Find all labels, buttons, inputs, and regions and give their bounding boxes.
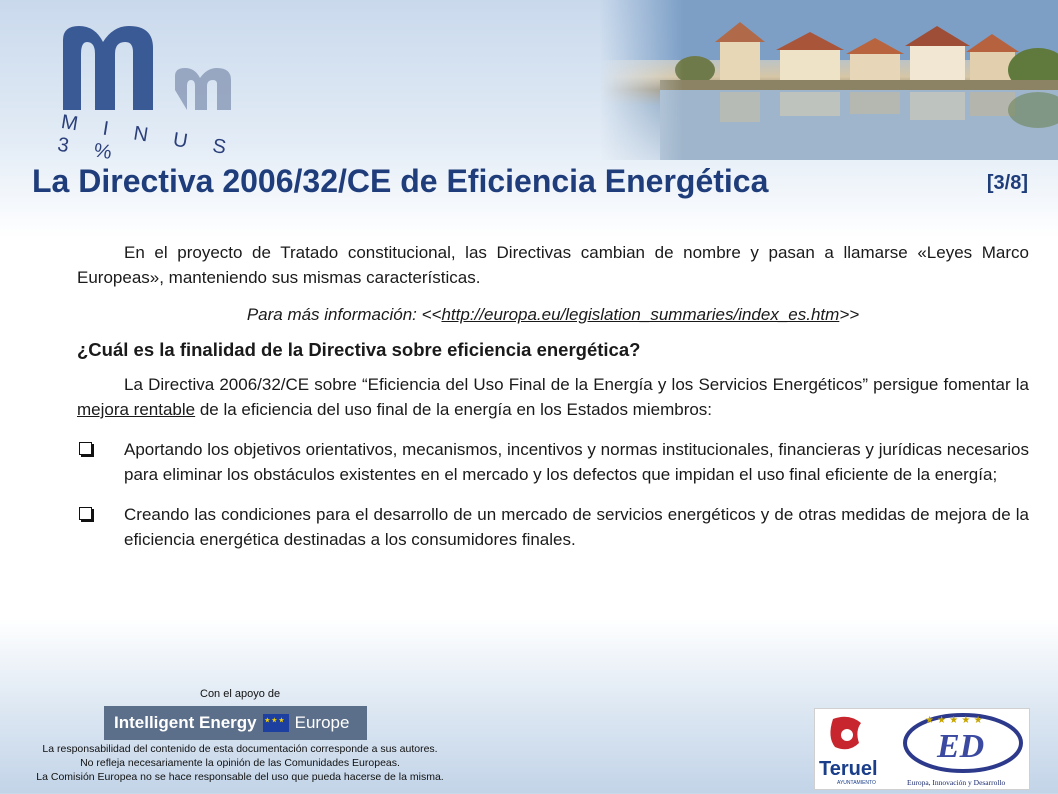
checkbox-bullet-icon <box>79 442 92 455</box>
disclaimer-line: La Comisión Europea no se hace responsable del uso que pueda hacerse de la misma. <box>36 771 444 783</box>
eid-name: Europa, Innovación y Desarrollo <box>907 778 1006 787</box>
support-label: Con el apoyo de <box>200 688 281 700</box>
directive-text-end: de la eficiencia del uso final de la energía en los Estados miembros: <box>195 400 713 419</box>
teruel-name: Teruel <box>819 758 878 780</box>
ie-logo-europe: Europe <box>294 713 350 732</box>
main-content <box>77 240 1029 567</box>
ie-logo-text: Intelligent Energy <box>114 713 257 732</box>
partner-logos <box>814 708 1030 790</box>
logo-m-shape <box>55 18 265 118</box>
disclaimer-line: No refleja necesariamente la opinión de las Comunidades Europeas. <box>80 757 400 769</box>
europa-legislation-link[interactable]: http://europa.eu/legislation_summaries/index_es.htm <box>441 305 840 324</box>
disclaimer <box>20 742 460 784</box>
bullet-text: Creando las condiciones para el desarrollo de un mercado de servicios energéticos y de otras medidas de mejora de la eficiencia energética destinadas a los consumidores finales. <box>124 505 1029 549</box>
teruel-sub: AYUNTAMIENTO <box>837 780 876 786</box>
eu-flag-icon <box>263 714 289 732</box>
page-counter: [3/8] <box>986 172 1028 194</box>
logo-text: M I N U S 3 % <box>55 111 238 166</box>
underlined-phrase: mejora rentable <box>77 400 196 419</box>
eid-letters-icon: ED <box>937 728 985 765</box>
bullet-item <box>77 502 1029 552</box>
minus3-logo <box>55 18 265 166</box>
partner-logos-graphic <box>815 709 1029 789</box>
directive-paragraph <box>77 372 1029 422</box>
page-title: La Directiva 2006/32/CE de Eficiencia Energética <box>32 163 769 199</box>
section-question: ¿Cuál es la finalidad de la Directiva sobre eficiencia energética? <box>77 339 641 360</box>
bullet-item <box>77 437 1029 487</box>
eid-stars-icon: ★ ★ ★ ★ ★ <box>925 715 983 726</box>
more-info-line <box>77 302 1029 327</box>
more-info-suffix: >> <box>839 305 860 324</box>
intro-paragraph: En el proyecto de Tratado constitucional, las Directivas cambian de nombre y pasan a llamarse «Leyes Marco Europeas», manteniendo sus mismas características. <box>77 243 1029 287</box>
intelligent-energy-europe-logo <box>104 706 367 740</box>
banner-town-photo <box>600 0 1058 160</box>
more-info-prefix: Para más información: << <box>246 305 442 324</box>
directive-text-start: La Directiva 2006/32/CE sobre “Eficiencia del Uso Final de la Energía y los Servicios Energéticos” persigue fomentar la <box>124 375 1029 394</box>
bullet-text: Aportando los objetivos orientativos, mecanismos, incentivos y normas institucionales, financieras y jurídicas necesarios para eliminar los obstáculos existentes en el mercado y los defectos que impidan el uso final eficiente de la energía; <box>124 440 1029 484</box>
disclaimer-line: La responsabilidad del contenido de esta documentación corresponde a sus autores. <box>42 743 438 755</box>
checkbox-bullet-icon <box>79 507 92 520</box>
